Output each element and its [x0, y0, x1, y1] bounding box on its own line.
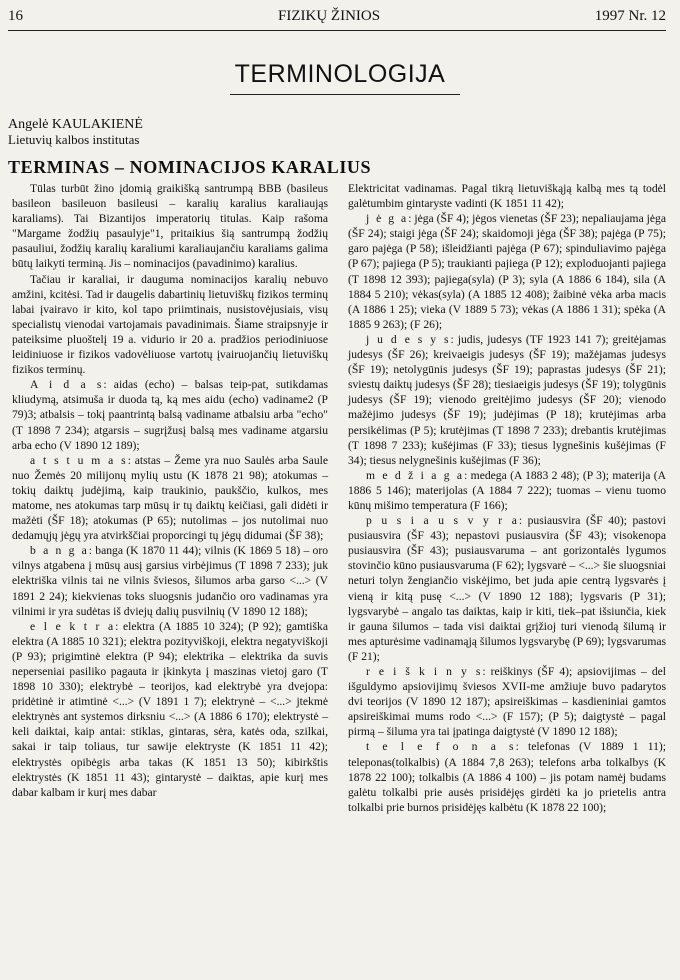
- term-entry-reiskinys: [348, 664, 666, 739]
- term-entry-pusiausvyra: [348, 513, 666, 664]
- page-number: 16: [8, 8, 23, 24]
- term-entry-aidas: [12, 377, 328, 452]
- section-title: TERMINOLOGIJA: [234, 60, 446, 88]
- term-keyword: b a n g a: [30, 544, 89, 558]
- journal-name: FIZIKŲ ŽINIOS: [278, 8, 381, 24]
- continued-paragraph: Elektricitat vadinamas. Pagal tikrą lietuviškąją kalbą mes tą todėl galėtumbim gintaryste vadinti (K 1851 11 42);: [348, 182, 666, 211]
- term-entry-telefonas: [348, 739, 666, 814]
- term-keyword: A i d a s: [30, 378, 104, 392]
- article-title: TERMINAS – NOMINACIJOS KARALIUS: [8, 157, 372, 177]
- term-definition: : medega (A 1883 2 48); (P 3); materija (A 1886 5 146); materijolas (A 1884 7 222); tuomas – vienu tuomo kūnų mišimo temperatura (F 166);: [348, 468, 666, 512]
- term-entry-banga: [12, 543, 328, 618]
- term-definition: : banga (K 1870 11 44); vilnis (K 1869 5 18) – oro vilnys atgabena į mūsų ausį garsius virbėjimus (T 1898 7 233); juk elektriška vilnis tai ne vilnis šviesos, šilumos arba garso <...> (V 1891 2 24); kiekvienas toks sluogsnis judančio oro vadinamas yra vilnimi ir yra sudėtas iš dviejų dalių pusvilnių (V 1890 12 188);: [12, 544, 328, 618]
- term-definition: : aidas (echo) – balsas teip-pat, sutikdamas kliudymą, atsimuša ir duoda tą, ką mes aidu (echo) vadiname2 (P 79)3; atbalsis – tokį paantrintą balsą vadiname atbalsiu arba "echo" (T 1898 7 234); atgarsis – sugrįžusį balsą mes vadiname atgarsiu arba echo (V 1890 12 189);: [12, 378, 328, 452]
- body-paragraph: Tačiau ir karaliai, ir dauguma nominacijos karalių nebuvo amžini, kcitėsi. Tad ir daugelis dabartinių lietuviškų fizikos terminų labai įvairavo ir kito, kol tapo priimtinais, nusistovėjusiais, visų specialistų vienodai vartojamais pavadinimais. Šiame straipsnyje ir pateiksime pluoštelį 19 a. vidurio ir 20 a. pradžios periodiniuose leidiniuose ir fizikos vadovėliuose vartotų įvairuojančių lietuviškų fizikos terminų.: [12, 272, 328, 377]
- term-keyword: t e l e f o n a s: [366, 740, 516, 754]
- term-keyword: m e d ž i a g a: [366, 468, 465, 482]
- header-rule: [8, 30, 666, 31]
- term-definition: : atstas – Žeme yra nuo Saulės arba Saule nuo Žemės 20 milijonų mylių ustu (K 1878 21 98); atokumas – tokių daiktų judėjimą, kaip traukinio, paukščio, kulkos, mes matome, nes atokumas tarp mūsų ir tų daiktų keičiasi, gali didėti ir mažėti (ŠF 18); atokumas (P 65); nutolimas – jos nutolimai nuo dedamųjų jėgų yra atvirkščiai proporcingi tų jėgų didumai (ŠF 38);: [12, 453, 328, 543]
- term-entry-jega: [348, 211, 666, 332]
- term-definition: : jėga (ŠF 4); jėgos vienetas (ŠF 23); nepaliaujama jėga (ŠF 24); staigi jėga (ŠF 24); skaidomoji jėga (ŠF 38); pajėga (P 75); garo pajėga (P 58); išleidžianti pajėga (P 67); spinduliavimo pajėga (P 67); pajiega (P 5); traukianti pajiega (P 12); exploduojanti pajiega (T 1898 12 393); pajiega(syla) (P 3); syla (A 1886 6 184), sila (A 1884 5 210); vėkas(syla) (A 1885 12 408); žaibinė vėka arba macis (A 1886 1 25); vieka (V 1889 5 73); vėkas (A 1886 1 31); spėka (A 1885 9 263); (F 26);: [348, 212, 666, 331]
- term-entry-elektra: [12, 619, 328, 800]
- term-keyword: j ė g a: [366, 212, 409, 226]
- term-entry-atstumas: [12, 453, 328, 544]
- section-underline: [230, 94, 460, 95]
- right-column: [348, 181, 666, 815]
- term-entry-medziaga: [348, 468, 666, 513]
- term-keyword: e l e k t r a: [30, 619, 116, 633]
- left-column: [12, 181, 328, 800]
- author-affiliation: Lietuvių kalbos institutas: [8, 132, 140, 147]
- term-definition: : telefonas (V 1889 1 11); teleponas(tolkalbis) (A 1884 7,8 263); telefons arba tolkalbys (K 1878 22 100); tolkalbis (A 1886 4 100) – jis potam namėj budams galėtu tolkalbi prie ausės prisidėjęs girdėti ka jo prietelis antra tolkalbi prie burnos prisidėjęs kalbėtu (K 1878 22 100);: [348, 740, 666, 814]
- term-keyword: a t s t u m a s: [30, 453, 128, 467]
- term-entry-judesys: [348, 332, 666, 468]
- author-name: Angelė KAULAKIENĖ: [8, 117, 143, 132]
- term-keyword: p u s i a u s v y r a: [366, 514, 519, 528]
- term-keyword: j u d e s y s: [366, 332, 451, 346]
- term-definition: : pusiausvira (ŠF 40); pastovi pusiausvira (ŠF 43); nepastovi pusiausvira (ŠF 43); visokenopa pusiausvira (ŠF 43); pusiausvaruma – ant gorizontalės lygumos stovinčio kūno pusiausvaruma (F 62); lygsvarė – <...> šie sluogsniai neturi tolyn žengiančio viskėjimo, bet juda apie centrą lygsvarės į vieną ir kitą pusę <...> (V 1890 12 188); lygsvaris (P 31); lygsvarybė – angalo tas daiktas, kaip ir kiti, tiek–pat išsiunčia, kiek ir gauna šilumos – tada visi daiktai grįžioj turi vienodą šilumą ir mes apturėsime vadinamąją šilumos lygsvarybę (P 69); lygsvarumas (F 21);: [348, 514, 666, 663]
- term-definition: : judis, judesys (TF 1923 141 7); greitėjamas judesys (ŠF 26); kreivaeigis judesys (ŠF 19); mažėjamas judesys (ŠF 19); netolygūnis judesys (ŠF 19); paprastas judesys (ŠF 21); sviestų daiktų judesys (ŠF 28); tiesiaeigis judesys (ŠF 19); tolygūnis judesys (ŠF 19); vienodo greitėjimo judesys (ŠF 20); vienodo mažėjimo judesys (ŠF 19); judėjimas (P 18); krutėjimas arba persikėlimas (P 5); krutėjimas (T 1898 7 233); drebantis krutėjimas (T 1898 7 233); kušėjimas (F 33); tiesus lygnešinis kušėjimas (F 34); tiesus nelygnešinis kušėjimas (F 36);: [348, 332, 666, 467]
- running-header: [8, 8, 666, 30]
- intro-paragraph: Tūlas turbūt žino įdomią graikišką santrumpą BBB (basileus basileon basileuon basileusi – karalių karalius karaliaująs karaliams). Tai Bizantijos imperatorių titulas. Kaip rašoma "Margame žodžių pasaulyje"1, pritaikius šią santrumpą žodžių pasauliui, žodžių karalių karaliumi karaliaujančiu karaliams galima būtų laikyti terminą. Jis – nominacijos (pavadinimo) karalius.: [12, 182, 328, 271]
- term-definition: : elektra (A 1885 10 324); (P 92); gamtiška elektra (A 1885 10 321); elektra pozityviškoji, elektra negatyviškoji (P 93); prigimtinė elektra (P 94); elektrika – elektrika da suvis neperseniai pasiliko pagauta ir įkinkyta į maszinas vietoj garo (T 1898 10 330); elektrybė – teorijos, kad elektrybė yra dvejopa: pridėtinė ir atimtinė <...> (V 1891 1 7); elektrynė – <...> jtekmė elektrynės ant systemos dirksniu <...> (A 1886 6 170); elektrystė – keli daiktai, kaip antai: stiklas, gintaras, sėra, katės oda, szilkai, sakai ir taip toliaus, tur sawije elektryste (K 1851 11 42); elektrystės opibėgis arba takas (K 1851 13 50); kibirkštis elektrystės (K 1851 11 43); gintarystė – daiktas, apie kurį mes dabar kalbam ir kurį mes dabar: [12, 619, 328, 799]
- term-keyword: r e i š k i n y s: [366, 665, 483, 678]
- issue-number: 1997 Nr. 12: [594, 8, 666, 24]
- term-definition: : reiškinys (ŠF 4); apsiovijimas – del išguldymo apsiovijimų šviesos XVII-me amžiuje buvo padarytos dvi teorijos (V 1890 12 187); apsireiškimas – kasdieniniai gamtos apsireiškimai mums rodo <...> (F 157); (P 5); daigtystė – pagal pirmą – šiluma yra tai įpatinga daigtystė (V 1890 12 188);: [348, 665, 666, 739]
